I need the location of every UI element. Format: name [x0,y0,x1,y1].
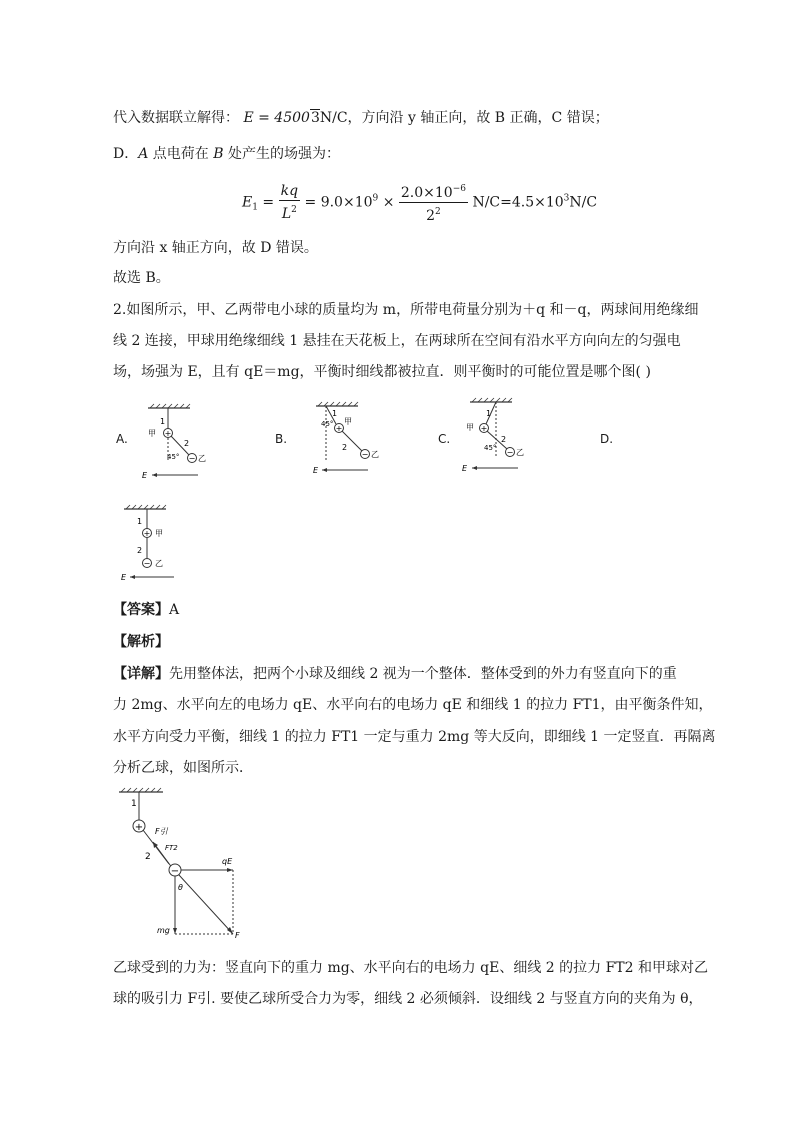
detail-line-1: 【详解】先用整体法，把两个小球及细线 2 视为一个整体．整体受到的外力有竖直向下的重 [113,666,677,682]
svg-text:E: E [142,471,148,480]
option-d-label: D. [600,432,614,446]
svg-text:FT2: FT2 [165,844,178,852]
option-b-label: B. [275,432,288,446]
svg-text:qE: qE [222,857,233,866]
field-strength-formula: $E_1$ = $\frac{kq}{L^2}$ = $9.0\times 10^9$ × $\frac{2.0\times 10^{-6}}{2^2}$ $N/C=4.5\times 10^3N/C$ [242,180,597,225]
svg-text:+: + [480,424,488,433]
question-2-line-2: 线 2 连接，甲球用绝缘细线 1 悬挂在天花板上，在两球所在空间有沿水平方向向左的匀强电 [113,333,681,349]
svg-text:−: − [506,448,514,457]
svg-text:乙: 乙 [155,559,163,568]
option-a-label: A. [116,432,128,446]
svg-text:甲: 甲 [155,529,163,538]
svg-text:+: + [335,424,343,433]
svg-text:+: + [143,529,151,538]
svg-text:甲: 甲 [466,423,474,432]
svg-text:乙: 乙 [516,448,524,457]
svg-text:45°: 45° [484,444,497,452]
option-c-figure [460,396,540,476]
svg-text:F: F [235,931,240,940]
option-b-figure [310,400,390,478]
force-diagram [115,784,255,940]
svg-text:E: E [121,573,127,582]
option-a-figure [140,402,210,482]
svg-text:−: − [143,559,151,568]
svg-text:2: 2 [184,439,190,448]
svg-text:+: + [164,429,172,438]
answer-value: A [169,602,180,618]
svg-text:1: 1 [332,409,338,418]
tail-line-1: 乙球受到的力为：竖直向下的重力 mg、水平向右的电场力 qE、细线 2 的拉力 FT2 和甲球对乙 [113,960,708,976]
svg-text:甲: 甲 [344,417,352,426]
svg-text:E: E [313,466,319,475]
detail-line-3: 水平方向受力平衡，细线 1 的拉力 FT1 一定与重力 2mg 等大反向，即细线 1 一定竖直．再隔离 [113,729,716,745]
option-d-figure [118,503,188,585]
question-2-line-1: 2.如图所示，甲、乙两带电小球的质量均为 m，所带电荷量分别为＋q 和－q，两球间用绝缘细 [113,302,699,318]
svg-text:+: + [134,822,144,833]
svg-text:45°: 45° [321,420,334,428]
svg-text:θ: θ [178,883,183,892]
option-c-label: C. [438,432,451,446]
question-2-line-3: 场，场强为 E，且有 qE＝mg，平衡时细线都被拉直．则平衡时的可能位置是哪个图( ) [113,364,651,380]
svg-text:1: 1 [131,799,137,809]
solution-line-4: 故选 B。 [113,270,170,286]
svg-text:E: E [462,464,468,473]
fraction-kq-over-L2: $\frac{kq}{L^2}$ [280,183,299,222]
detail-line-2: 力 2mg、水平向左的电场力 qE、水平向右的电场力 qE 和细线 1 的拉力 FT1，由平衡条件知， [113,697,713,713]
svg-text:1: 1 [160,417,166,426]
svg-text:45°: 45° [167,453,180,461]
svg-text:1: 1 [137,517,143,526]
svg-text:mg: mg [157,926,170,935]
svg-text:甲: 甲 [148,429,156,438]
svg-text:2: 2 [342,443,348,452]
svg-text:−: − [188,454,196,463]
answer-tag: 【答案】 [113,602,169,618]
svg-text:2: 2 [501,435,507,444]
tail-line-2: 球的吸引力 F引. 要使乙球所受合力为零，细线 2 必须倾斜．设细线 2 与竖直方向的夹角为 θ， [113,991,703,1007]
svg-text:F引: F引 [155,827,168,836]
svg-text:1: 1 [486,409,492,418]
detail-line-4: 分析乙球，如图所示． [113,760,253,776]
solution-line-3: 方向沿 x 轴正方向，故 D 错误。 [113,240,318,256]
svg-text:2: 2 [137,546,143,555]
svg-text:−: − [170,866,180,877]
analysis-tag: 【解析】 [113,634,169,650]
answer-line [113,600,179,620]
svg-text:2: 2 [145,852,151,862]
svg-text:乙: 乙 [198,454,206,463]
solution-line-2: D．A 点电荷在 B 处产生的场强为： [113,146,341,162]
svg-text:乙: 乙 [371,450,379,459]
solution-line-1: 代入数据联立解得： E = 45003N/C，方向沿 y 轴正向，故 B 正确，C 错误； [113,110,609,126]
fraction-charge-over-distance: $\frac{2.0\times 10^{-6}}{2^2}$ [399,180,468,225]
svg-text:−: − [361,450,369,459]
